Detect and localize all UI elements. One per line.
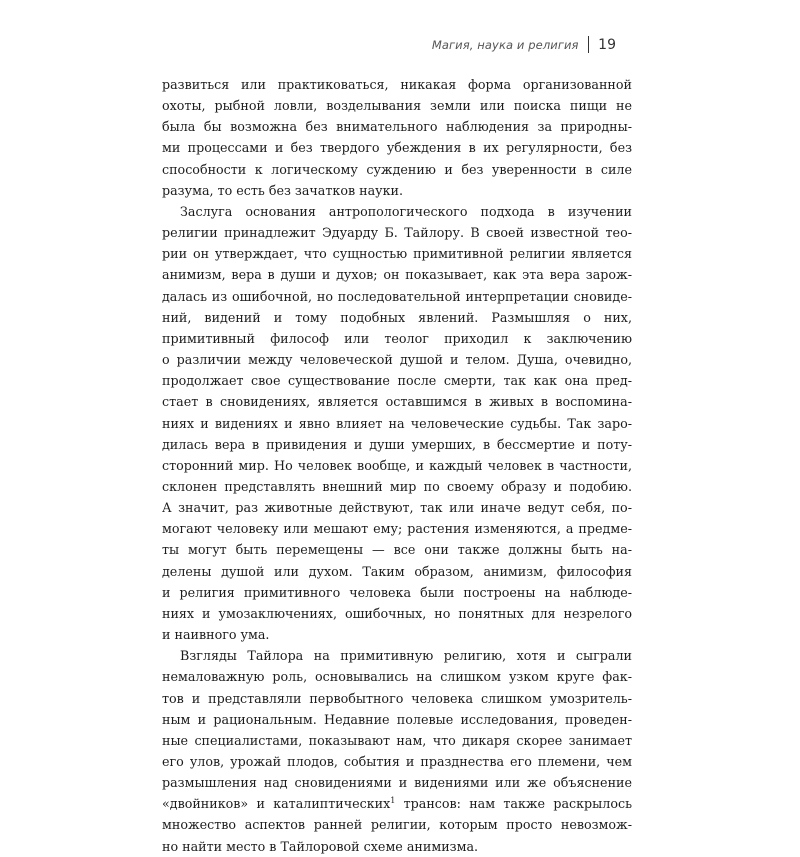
text-line: стает в сновидениях, является оставшимся в живых в воспомина- <box>162 394 632 410</box>
text-line: анимизм, вера в души и духов; он показывает, как эта вера зарож- <box>162 267 632 283</box>
text-line: ным и рациональным. Недавние полевые исследования, проведен- <box>162 711 632 727</box>
text-line: далась из ошибочной, но последовательной интерпретации сновиде- <box>162 288 632 304</box>
text-line: и наивного ума. <box>162 627 270 643</box>
paragraph <box>162 645 632 857</box>
text-line: Заслуга основания антропологического подхода в изучении <box>180 203 632 219</box>
text-line: ниях и видениях и явно влияет на человеческие судьбы. Так заро- <box>162 415 632 431</box>
text-line: размышления над сновидениями и видениями или же объяснение <box>162 775 632 791</box>
text-line: охоты, рыбной ловли, возделывания земли или поиска пищи не <box>162 98 632 114</box>
text-line: А значит, раз животные действуют, так или иначе ведут себя, по- <box>162 500 632 516</box>
text-line: «двойников» и каталиптических$^1$ трансов: нам также раскрылось <box>162 796 632 812</box>
text-line: ты могут быть перемещены — все они также должны быть на- <box>162 542 632 558</box>
text-line: множество аспектов ранней религии, которым просто невозмож- <box>162 817 632 833</box>
text-line: религии принадлежит Эдуарду Б. Тайлору. В своей известной тео- <box>162 225 632 241</box>
text-line: но найти место в Тайлоровой схеме анимизма. <box>162 838 479 854</box>
text-line: способности к логическому суждению и без уверенности в силе <box>162 161 632 177</box>
paragraph <box>162 201 632 645</box>
text-line: была бы возможна без внимательного наблюдения за природны- <box>162 119 632 135</box>
text-line: склонен представлять внешний мир по своему образу и подобию. <box>162 478 632 494</box>
text-line: делены душой или духом. Таким образом, анимизм, философия <box>162 563 632 579</box>
text-line: сторонний мир. Но человек вообще, и каждый человек в частности, <box>162 457 632 473</box>
text-line: ми процессами и без твердого убеждения в их регулярности, без <box>162 140 632 156</box>
text-line: немаловажную роль, основывались на слишком узком круге фак- <box>162 669 632 685</box>
text-line: дилась вера в привидения и души умерших, в бессмертие и поту- <box>162 436 632 452</box>
text-line: могают человеку или мешают ему; растения изменяются, а предме- <box>162 521 632 537</box>
text-line: примитивный философ или теолог приходил к заключению <box>162 330 632 346</box>
text-line: ные специалистами, показывают нам, что дикаря скорее занимает <box>162 732 632 748</box>
running-title: Магия, наука и религия <box>431 37 579 52</box>
text-line: его улов, урожай плодов, события и празднества его племени, чем <box>162 754 632 769</box>
text-line: рии он утверждает, что сущностью примитивной религии является <box>162 246 632 262</box>
paragraph <box>162 74 632 201</box>
text-line: разума, то есть без зачатков науки. <box>162 182 404 198</box>
text-line: тов и представляли первобытного человека слишком умозритель- <box>162 690 632 706</box>
text-line: ний, видений и тому подобных явлений. Размышляя о них, <box>162 309 632 325</box>
text-line: о различии между человеческой душой и телом. Душа, очевидно, <box>162 352 632 368</box>
text-line: продолжает свое существование после смерти, так как она пред- <box>162 373 632 389</box>
running-header <box>432 36 616 53</box>
footnote-marker: 1 <box>390 796 396 806</box>
text-line: и религия примитивного человека были построены на наблюде- <box>162 584 632 600</box>
text-line: развиться или практиковаться, никакая форма организованной <box>162 77 632 92</box>
text-line: Взгляды Тайлора на примитивную религию, хотя и сыграли <box>180 648 632 664</box>
header-divider <box>588 36 590 53</box>
page-number: 19 <box>598 36 616 53</box>
text-line: ниях и умозаключениях, ошибочных, но понятных для незрелого <box>162 605 632 621</box>
body-text <box>162 74 632 857</box>
